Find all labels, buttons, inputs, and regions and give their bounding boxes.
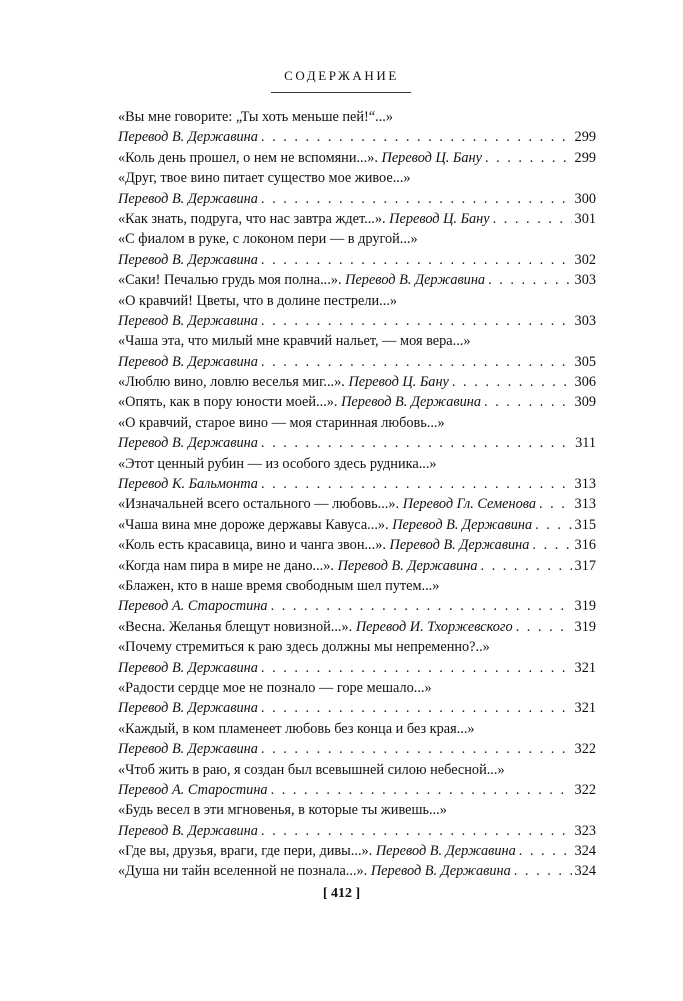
entry-title: «Душа ни тайн вселенной не познала...». bbox=[118, 863, 368, 880]
entry-translator: Перевод Гл. Семенова bbox=[402, 496, 536, 513]
toc-entry-title bbox=[118, 576, 596, 596]
entry-translator: Перевод Ц. Бану bbox=[348, 374, 449, 391]
entry-translator: Перевод А. Старостина bbox=[118, 598, 268, 615]
entry-title: «С фиалом в руке, с локоном пери — в другой...» bbox=[118, 231, 418, 248]
entry-page: 322 bbox=[574, 781, 596, 798]
entry-page: 323 bbox=[574, 822, 596, 839]
entry-translator: Перевод В. Державина bbox=[118, 741, 258, 758]
entry-page: 324 bbox=[574, 863, 596, 880]
dot-leader bbox=[261, 352, 572, 372]
entry-page: 315 bbox=[574, 516, 596, 533]
entry-page: 324 bbox=[574, 843, 596, 860]
toc-entry-line bbox=[118, 127, 596, 147]
dot-leader bbox=[532, 535, 571, 555]
entry-translator: Перевод В. Державина bbox=[118, 251, 258, 268]
entry-title: «Как знать, подруга, что нас завтра ждет...». bbox=[118, 210, 386, 227]
dot-leader bbox=[539, 494, 572, 514]
dot-leader bbox=[261, 433, 572, 453]
entry-page: 311 bbox=[575, 435, 596, 452]
entry-page: 303 bbox=[574, 272, 596, 289]
dot-leader bbox=[261, 189, 572, 209]
toc-entry-line bbox=[118, 861, 596, 881]
entry-title: «Друг, твое вино питает существо мое живое...» bbox=[118, 170, 411, 187]
toc-entry-title bbox=[118, 413, 596, 433]
toc-entry-title bbox=[118, 291, 596, 311]
dot-leader bbox=[261, 311, 572, 331]
dot-leader bbox=[261, 698, 572, 718]
entry-translator: Перевод В. Державина bbox=[118, 659, 258, 676]
entry-title: «Саки! Печалью грудь моя полна...». bbox=[118, 272, 342, 289]
toc-entry-title bbox=[118, 331, 596, 351]
entry-title: «Чаша эта, что милый мне кравчий нальет, — моя вера...» bbox=[118, 333, 471, 350]
entry-translator: Перевод Ц. Бану bbox=[389, 210, 490, 227]
toc-entry-title bbox=[118, 800, 596, 820]
entry-translator: Перевод В. Державина bbox=[118, 190, 258, 207]
entry-title: «Каждый, в ком пламенеет любовь без конца и без края...» bbox=[118, 720, 475, 737]
toc-entry-line bbox=[118, 535, 596, 555]
entry-translator: Перевод В. Державина bbox=[370, 863, 511, 880]
entry-title: «Весна. Желанья блещут новизной...». bbox=[118, 618, 353, 635]
toc-entry-title bbox=[118, 229, 596, 249]
toc-entry-title bbox=[118, 637, 596, 657]
entry-title: «Люблю вино, ловлю веселья миг...». bbox=[118, 374, 345, 391]
toc-entry-line bbox=[118, 821, 596, 841]
dot-leader bbox=[452, 372, 572, 392]
dot-leader bbox=[493, 209, 572, 229]
toc-entry-title bbox=[118, 760, 596, 780]
entry-title: «Где вы, друзья, враги, где пери, дивы...». bbox=[118, 843, 373, 860]
header-rule bbox=[271, 92, 411, 93]
toc-entry-line bbox=[118, 250, 596, 270]
entry-page: 319 bbox=[574, 598, 596, 615]
entry-title: «О кравчий, старое вино — моя старинная любовь...» bbox=[118, 414, 445, 431]
toc-entry-line bbox=[118, 494, 596, 514]
entry-title: «Коль есть красавица, вино и чанга звон...». bbox=[118, 537, 386, 554]
dot-leader bbox=[484, 392, 572, 412]
entry-translator: Перевод В. Державина bbox=[392, 516, 533, 533]
entry-page: 301 bbox=[574, 210, 596, 227]
dot-leader bbox=[535, 515, 571, 535]
entry-translator: Перевод В. Державина bbox=[375, 843, 516, 860]
entry-page: 313 bbox=[574, 496, 596, 513]
entry-title: «Чаша вина мне дороже державы Кавуса...». bbox=[118, 516, 389, 533]
entry-title: «Опять, как в пору юности моей...». bbox=[118, 394, 338, 411]
dot-leader bbox=[261, 658, 572, 678]
entry-page: 305 bbox=[574, 353, 596, 370]
toc-entry-title bbox=[118, 168, 596, 188]
toc-entry-line bbox=[118, 392, 596, 412]
toc-entry-line bbox=[118, 841, 596, 861]
toc-entry-line bbox=[118, 474, 596, 494]
entry-translator: Перевод В. Державина bbox=[118, 700, 258, 717]
entry-translator: Перевод В. Державина bbox=[389, 537, 530, 554]
entry-translator: Перевод В. Державина bbox=[118, 312, 258, 329]
toc-entry-line bbox=[118, 556, 596, 576]
entry-title: «Коль день прошел, о нем не вспомяни...». bbox=[118, 149, 378, 166]
dot-leader bbox=[261, 127, 572, 147]
toc-entry-title bbox=[118, 107, 596, 127]
dot-leader bbox=[519, 841, 572, 861]
entry-page: 302 bbox=[574, 251, 596, 268]
toc-entry-line bbox=[118, 739, 596, 759]
dot-leader bbox=[485, 148, 572, 168]
toc-entry-line bbox=[118, 698, 596, 718]
toc-entry-line bbox=[118, 515, 596, 535]
entry-page: 322 bbox=[574, 741, 596, 758]
entry-translator: Перевод В. Державина bbox=[341, 394, 481, 411]
entry-page: 299 bbox=[574, 129, 596, 146]
toc-entry-title bbox=[118, 454, 596, 474]
toc-entry-line bbox=[118, 148, 596, 168]
entry-page: 321 bbox=[574, 700, 596, 717]
entry-translator: Перевод В. Державина bbox=[118, 353, 258, 370]
toc-entry-line bbox=[118, 372, 596, 392]
toc-entry-line bbox=[118, 433, 596, 453]
entry-title: «Чтоб жить в раю, я создан был всевышней силою небесной...» bbox=[118, 761, 505, 778]
table-of-contents bbox=[118, 107, 596, 882]
entry-title: «Этот ценный рубин — из особого здесь рудника...» bbox=[118, 455, 437, 472]
dot-leader bbox=[480, 556, 571, 576]
entry-page: 321 bbox=[574, 659, 596, 676]
dot-leader bbox=[271, 596, 572, 616]
entry-title: «О кравчий! Цветы, что в долине пестрели...» bbox=[118, 292, 398, 309]
entry-page: 299 bbox=[574, 149, 596, 166]
toc-entry-line bbox=[118, 270, 596, 290]
toc-entry-line bbox=[118, 658, 596, 678]
toc-entry-line bbox=[118, 617, 596, 637]
entry-translator: Перевод К. Бальмонта bbox=[118, 476, 258, 493]
entry-page: 303 bbox=[574, 312, 596, 329]
dot-leader bbox=[271, 780, 572, 800]
entry-page: 300 bbox=[574, 190, 596, 207]
dot-leader bbox=[261, 739, 572, 759]
entry-page: 319 bbox=[574, 618, 596, 635]
toc-entry-line bbox=[118, 352, 596, 372]
page-number: [ 412 ] bbox=[322, 886, 361, 901]
entry-translator: Перевод А. Старостина bbox=[118, 781, 268, 798]
dot-leader bbox=[488, 270, 571, 290]
entry-title: «Радости сердце мое не познало — горе мешало...» bbox=[118, 679, 432, 696]
entry-translator: Перевод В. Державина bbox=[118, 822, 258, 839]
entry-translator: Перевод В. Державина bbox=[118, 435, 258, 452]
entry-page: 317 bbox=[574, 557, 596, 574]
entry-page: 316 bbox=[574, 537, 596, 554]
entry-translator: Перевод Ц. Бану bbox=[381, 149, 482, 166]
dot-leader bbox=[261, 821, 572, 841]
entry-translator: Перевод И. Тхоржевского bbox=[355, 618, 513, 635]
dot-leader bbox=[261, 250, 572, 270]
entry-page: 309 bbox=[574, 394, 596, 411]
entry-title: «Вы мне говорите: „Ты хоть меньше пей!“...» bbox=[118, 109, 394, 125]
dot-leader bbox=[516, 617, 572, 637]
entry-title: «Когда нам пира в мире не дано...». bbox=[118, 557, 334, 574]
entry-title: «Будь весел в эти мгновенья, в которые ты живешь...» bbox=[118, 802, 447, 819]
toc-entry-title bbox=[118, 678, 596, 698]
page-header: СОДЕРЖАНИЕ bbox=[284, 68, 399, 83]
entry-translator: Перевод В. Державина bbox=[345, 272, 486, 289]
entry-title: «Почему стремиться к раю здесь должны мы непременно?..» bbox=[118, 639, 490, 656]
toc-entry-line bbox=[118, 189, 596, 209]
entry-translator: Перевод В. Державина bbox=[337, 557, 478, 574]
dot-leader bbox=[261, 474, 572, 494]
entry-page: 306 bbox=[574, 374, 596, 391]
entry-page: 313 bbox=[574, 476, 596, 493]
entry-title: «Блажен, кто в наше время свободным шел путем...» bbox=[118, 577, 440, 594]
toc-entry-line bbox=[118, 311, 596, 331]
toc-entry-line bbox=[118, 209, 596, 229]
entry-translator: Перевод В. Державина bbox=[118, 129, 258, 146]
toc-entry-line bbox=[118, 596, 596, 616]
toc-entry-line bbox=[118, 780, 596, 800]
entry-title: «Изначальней всего остального — любовь...». bbox=[118, 496, 400, 513]
toc-entry-title bbox=[118, 719, 596, 739]
dot-leader bbox=[514, 861, 572, 881]
